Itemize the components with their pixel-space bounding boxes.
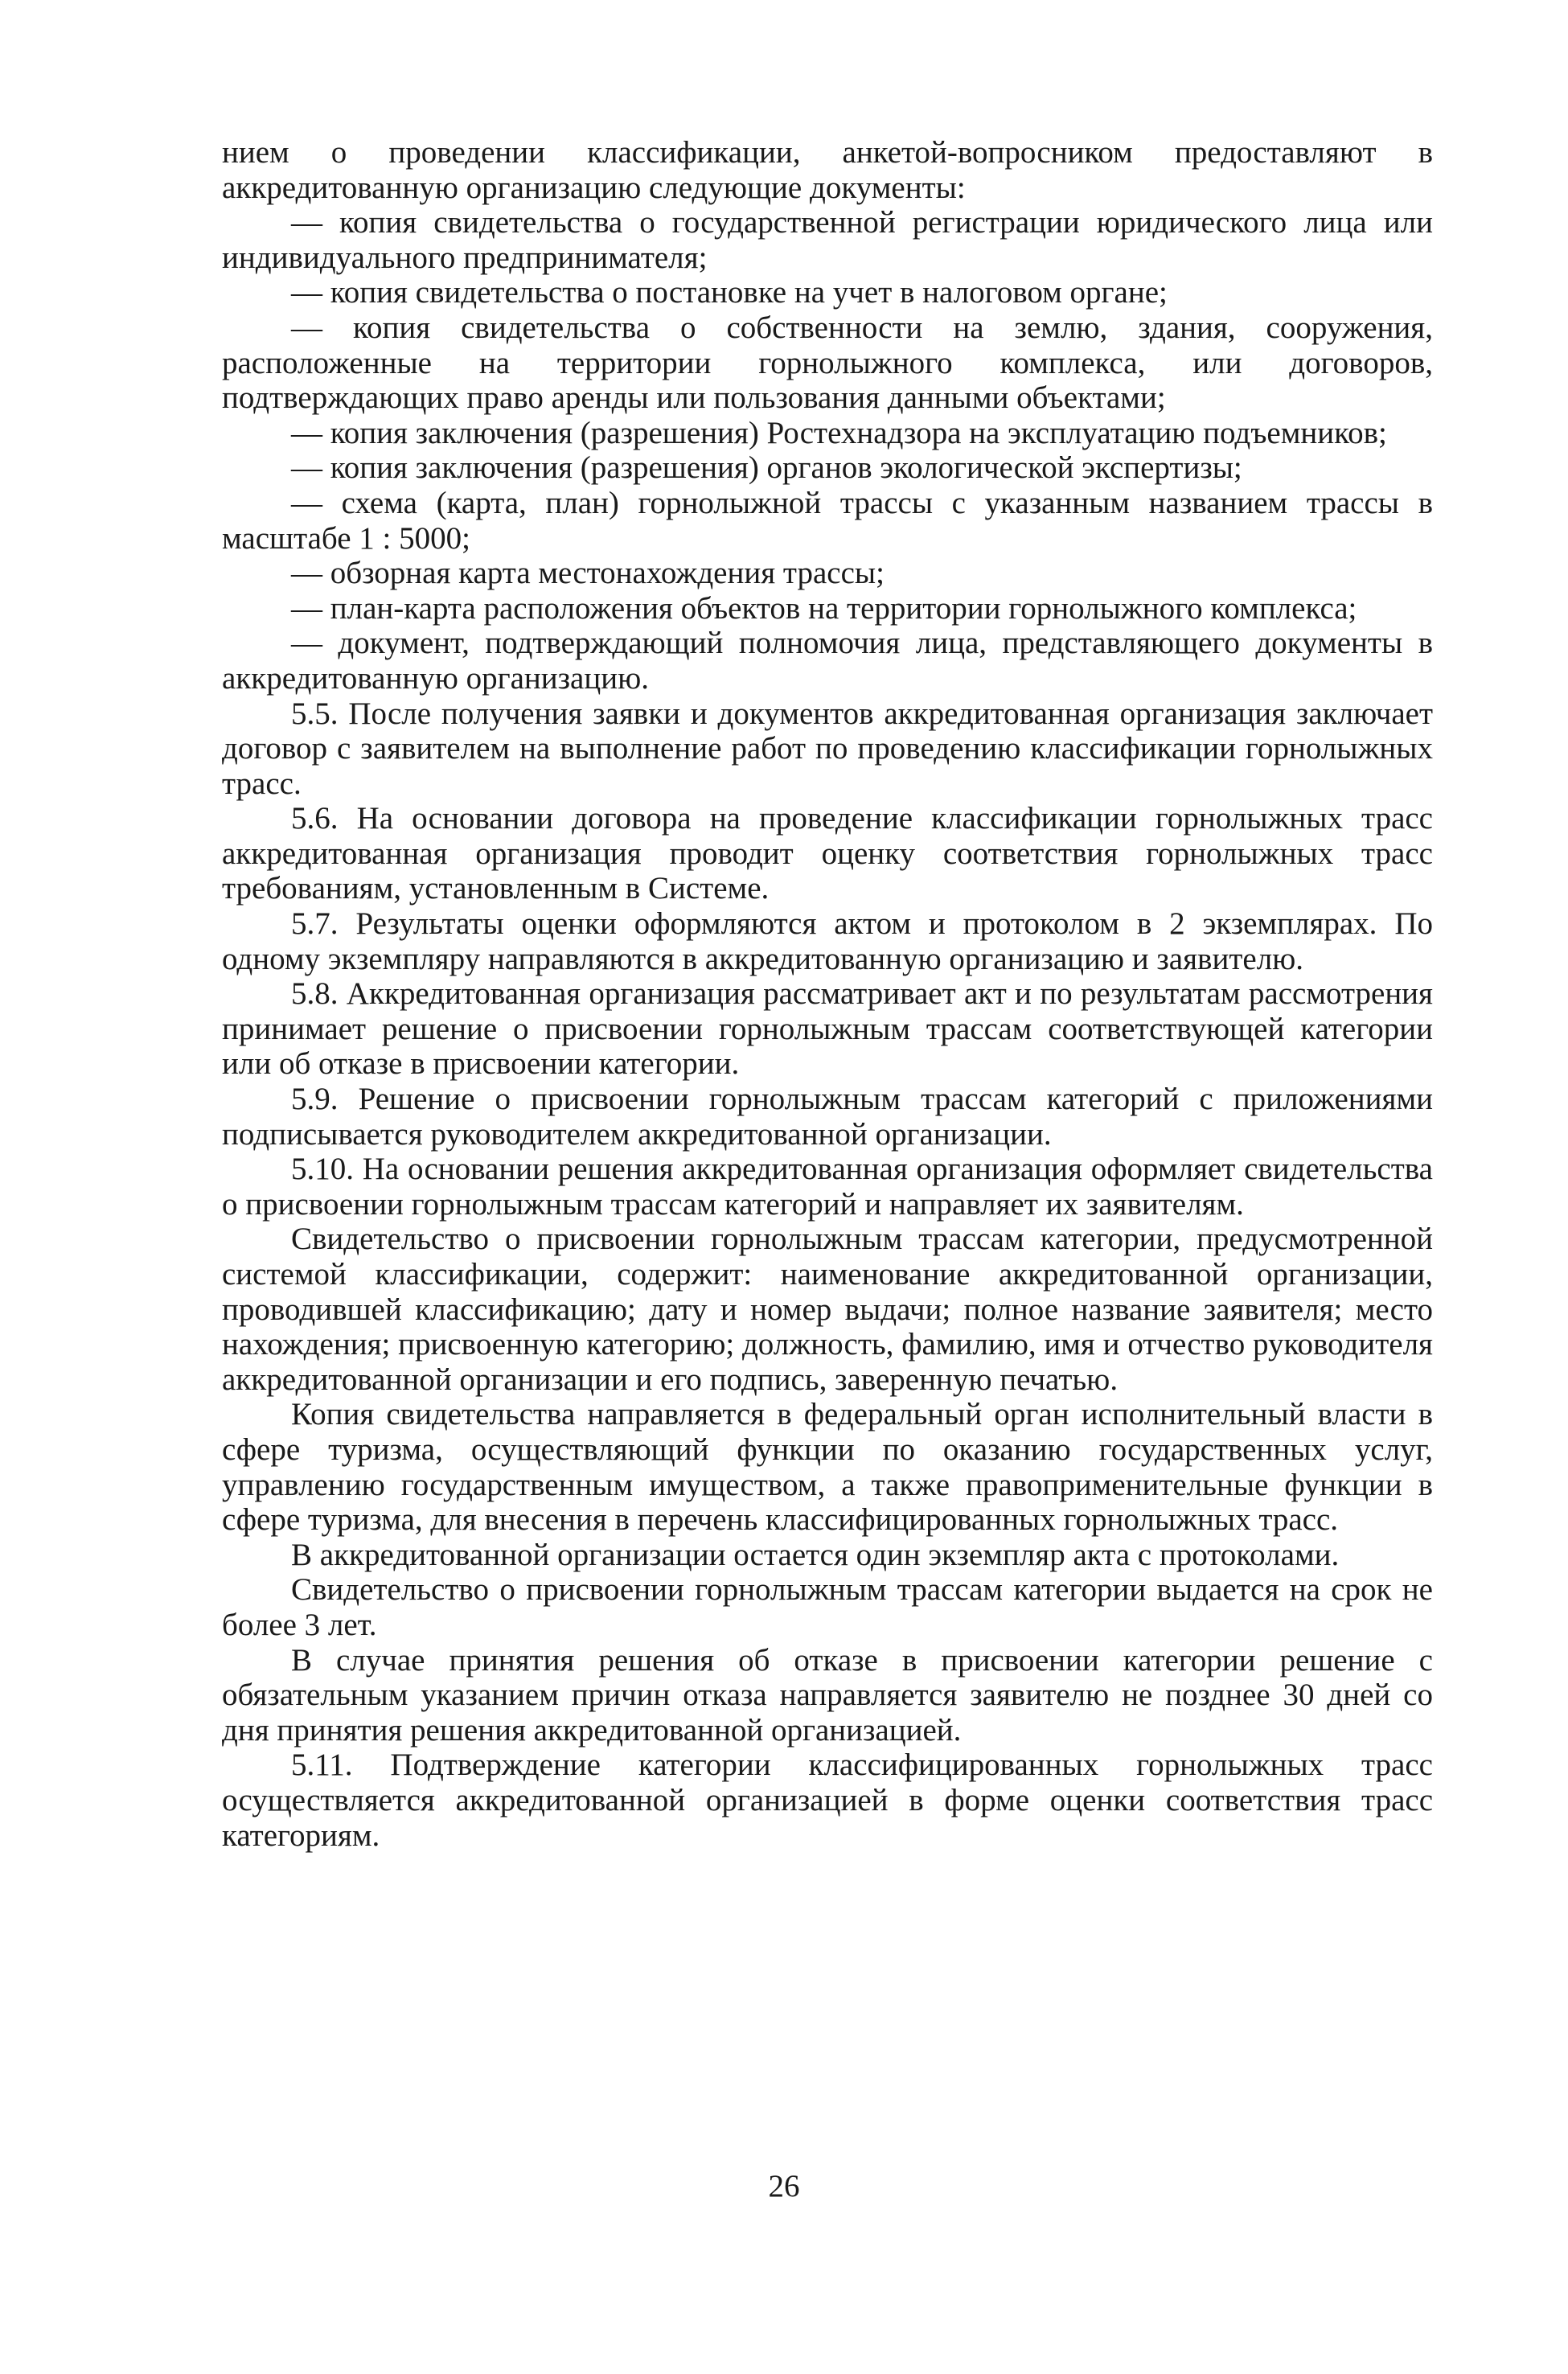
list-item-tax-copy: — копия свидетельства о постановке на учет в налоговом органе;: [291, 275, 1168, 310]
paragraph-certificate-contents: Свидетельство о присвоении горнолыжным трассам категории, предусмотренной системой классификации, содержит: наименование аккредитованной организации, проводившей классификацию; дату и номер выдачи; полное название заявителя; место нахождения; присвоенную категорию; должность, фамилию, имя и отчество руководителя аккредитованной организации и его подпись, заверенную печатью.: [222, 1222, 1433, 1397]
list-item-rostechnadzor-copy: — копия заключения (разрешения) Ростехнадзора на эксплуатацию подъемников;: [291, 415, 1387, 450]
list-item-overview-map: — обзорная карта местонахождения трассы;: [291, 556, 885, 591]
paragraph-act-retained: В аккредитованной организации остается один экземпляр акта с протоколами.: [291, 1537, 1340, 1572]
paragraph-certificate-term: Свидетельство о присвоении горнолыжным трассам категории выдается на срок не более 3 лет.: [222, 1572, 1433, 1642]
clause-5-7: 5.7. Результаты оценки оформляются актом и протоколом в 2 экземплярах. По одному экземпляру направляются в аккредитованную организацию и заявителю.: [222, 906, 1433, 976]
list-item-track-scheme: — схема (карта, план) горнолыжной трассы с указанным названием трассы в масштабе 1 : 5000;: [222, 485, 1433, 556]
paragraph-refusal: В случае принятия решения об отказе в присвоении категории решение с обязательным указанием причин отказа направляется заявителю не позднее 30 дней со дня принятия решения аккредитованной организацией.: [222, 1642, 1433, 1748]
list-item-property-copy: — копия свидетельства о собственности на землю, здания, сооружения, расположенные на территории горнолыжного комплекса, или договоров, подтверждающих право аренды или пользования данными объектами;: [222, 310, 1433, 416]
list-item-authority-document: — документ, подтверждающий полномочия лица, представляющего документы в аккредитованную организацию.: [222, 626, 1433, 696]
document-body: [222, 135, 1433, 1853]
clause-5-6: 5.6. На основании договора на проведение классификации горнолыжных трасс аккредитованная организация проводит оценку соответствия горнолыжных трасс требованиям, установленным в Системе.: [222, 801, 1433, 906]
list-item-site-plan: — план-карта расположения объектов на территории горнолыжного комплекса;: [291, 590, 1357, 626]
page-number: 26: [768, 2169, 800, 2204]
clause-5-11: 5.11. Подтверждение категории классифицированных горнолыжных трасс осуществляется аккредитованной организацией в форме оценки соответствия трасс категориям.: [222, 1748, 1433, 1853]
paragraph-continuation: нием о проведении классификации, анкетой-вопросником предоставляют в аккредитованную организацию следующие документы:: [222, 135, 1433, 205]
list-item-registration-copy: — копия свидетельства о государственной регистрации юридического лица или индивидуального предпринимателя;: [222, 205, 1433, 275]
paragraph-certificate-copy: Копия свидетельства направляется в федеральный орган исполнительный власти в сфере туризма, осуществляющий функции по оказанию государственных услуг, управлению государственным имуществом, а также правоприменительные функции в сфере туризма, для внесения в перечень классифицированных горнолыжных трасс.: [222, 1397, 1433, 1538]
clause-5-10: 5.10. На основании решения аккредитованная организация оформляет свидетельства о присвоении горнолыжным трассам категорий и направляет их заявителям.: [222, 1152, 1433, 1222]
clause-5-5: 5.5. После получения заявки и документов аккредитованная организация заключает договор с заявителем на выполнение работ по проведению классификации горнолыжных трасс.: [222, 696, 1433, 801]
clause-5-8: 5.8. Аккредитованная организация рассматривает акт и по результатам рассмотрения принимает решение о присвоении горнолыжным трассам соответствующей категории или об отказе в присвоении категории.: [222, 976, 1433, 1082]
list-item-ecology-copy: — копия заключения (разрешения) органов экологической экспертизы;: [291, 450, 1242, 486]
clause-5-9: 5.9. Решение о присвоении горнолыжным трассам категорий с приложениями подписывается руководителем аккредитованной организации.: [222, 1082, 1433, 1152]
